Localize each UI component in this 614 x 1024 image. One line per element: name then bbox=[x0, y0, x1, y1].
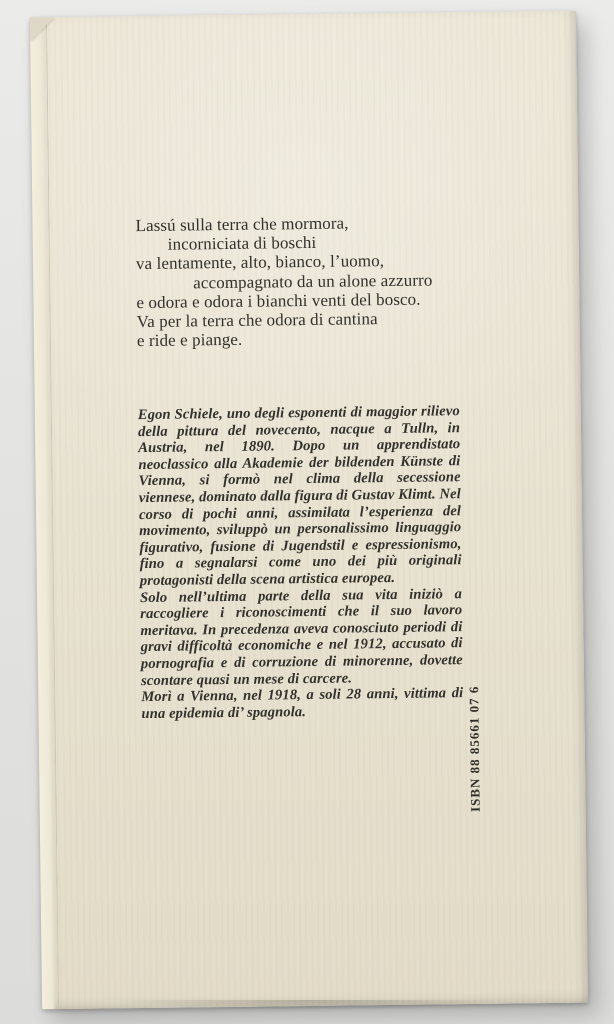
poem-line: accompagnato da un alone azzurro bbox=[193, 270, 433, 293]
isbn-vertical-text: ISBN 88 85661 07 6 bbox=[466, 685, 483, 813]
bio-paragraph: Solo nell’ultima parte della sua vita iniziò a raccogliere i riconoscimenti che il suo lavoro meritava. In precedenza aveva conosciuto periodi di gravi difficoltà economiche e nel 1912, accusato di pornografia e di corruzione di minorenne, dovette scontare quasi un mese di carcere. bbox=[139, 585, 463, 689]
book-shadow bbox=[30, 1000, 590, 1014]
bio-paragraph: Egon Schiele, uno degli esponenti di maggior rilievo della pittura del novecento, nacque a Tulln, in Austria, nel 1890. Dopo un apprendistato neoclassico alla Akademie der bildenden Künste di Vienna, si formò nel clima della secessione viennese, dominato dalla figura di Gustav Klimt. Nel corso di pochi anni, assimilata l’esperienza del movimento, sviluppò un personalissimo linguaggio figurativo, fusione di Jugendstil e espressionismo, fino a segnalarsi come uno dei più originali protagonisti della scena artistica europea. bbox=[137, 403, 462, 590]
poem-block bbox=[135, 212, 497, 351]
poem-line: Lassú sulla terra che mormora, bbox=[135, 213, 349, 236]
book-back-cover bbox=[30, 11, 588, 1010]
bio-paragraph: Morì a Vienna, nel 1918, a soli 28 anni, vittima di una epidemia di’ spagnola. bbox=[141, 685, 464, 722]
poem-line: e odora e odora i bianchi venti del bosco. bbox=[136, 289, 421, 312]
poem-line: incorniciata di boschi bbox=[167, 233, 317, 254]
poem-line: e ride e piange. bbox=[136, 330, 243, 351]
bent-corner bbox=[30, 17, 54, 41]
page-edge-strip bbox=[30, 17, 59, 1009]
poem-line: Va per la terra che odora di cantina bbox=[136, 309, 378, 332]
biography-block bbox=[138, 403, 464, 722]
poem-line: va lentamente, alto, bianco, l’uomo, bbox=[135, 251, 385, 274]
